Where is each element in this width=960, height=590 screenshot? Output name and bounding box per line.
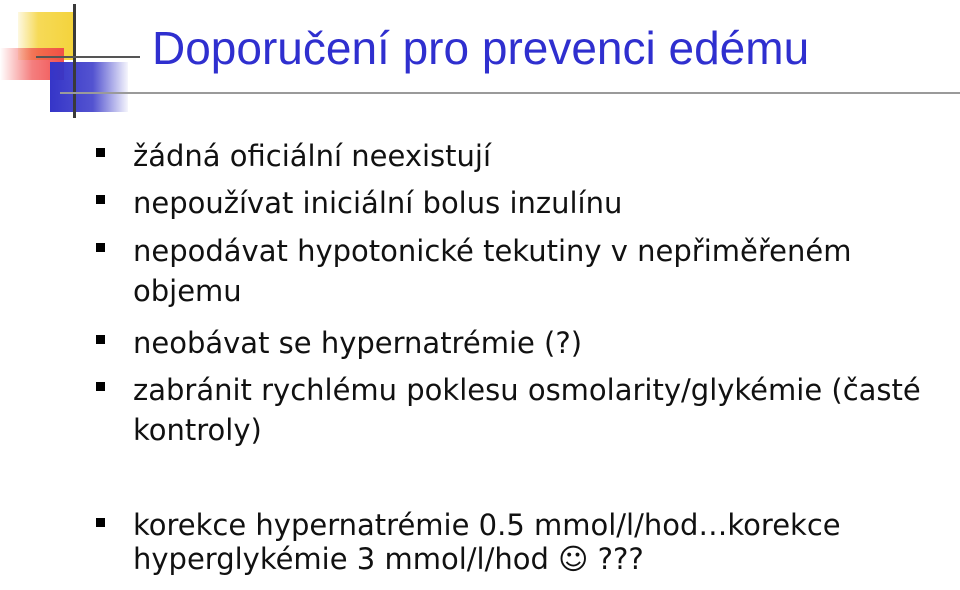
colored-squares-crosshair-icon — [0, 0, 140, 120]
square-bullet-icon — [96, 335, 105, 344]
bullet-text: neobávat se hypernatrémie (?) — [133, 326, 583, 360]
title-underline — [60, 92, 960, 94]
square-bullet-icon — [96, 518, 105, 527]
bullet-text: nepoužívat iniciální bolus inzulínu — [133, 186, 623, 220]
square-bullet-icon — [96, 195, 105, 204]
bullet-text: korekce hypernatrémie 0.5 mmol/l/hod…korekce hyperglykémie 3 mmol/l/hod ☺ ??? — [133, 508, 841, 576]
square-bullet-icon — [96, 148, 105, 157]
bullet-text: žádná oficiální neexistují — [133, 139, 492, 173]
logo-horizontal-line — [36, 56, 140, 58]
square-bullet-icon — [96, 243, 105, 252]
slide-title: Doporučení pro prevenci edému — [152, 22, 810, 74]
square-bullet-icon — [96, 382, 105, 391]
logo-vertical-line — [73, 4, 76, 118]
logo-blue-square — [50, 62, 128, 112]
bullet-text: nepodávat hypotonické tekutiny v nepřiměřeném objemu — [133, 234, 852, 308]
bullet-text: zabránit rychlému poklesu osmolarity/glykémie (časté kontroly) — [133, 373, 921, 447]
